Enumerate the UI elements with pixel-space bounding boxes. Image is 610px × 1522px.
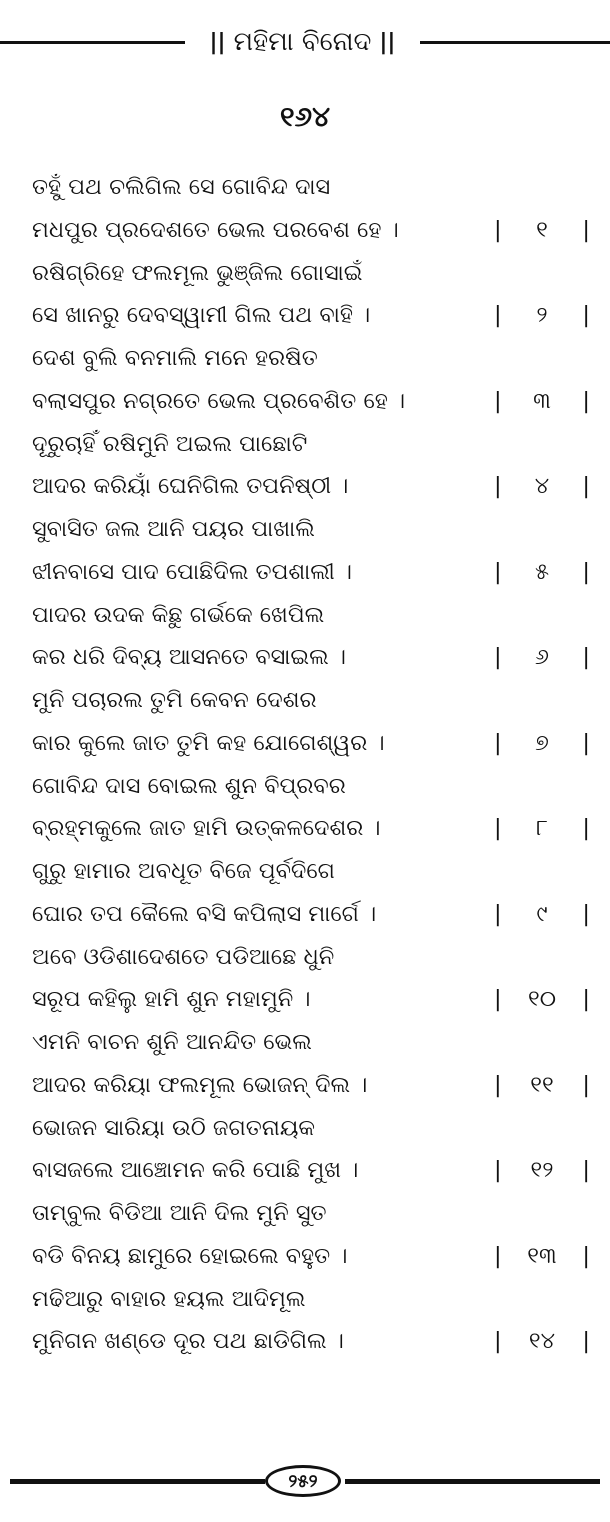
header-bar-left: || — [209, 29, 226, 55]
verse-number: | ୧୧ | — [494, 1064, 590, 1107]
footer-rule-right — [345, 1479, 600, 1484]
verse-text: ବଡି ବିନୟ ଛାମୁରେ ହୋଇଲେ ବହୁତ । — [32, 1242, 348, 1269]
verse-number: | ୧୩ | — [494, 1235, 590, 1278]
verse-line — [32, 893, 592, 936]
verse-text: ଅବେ ଓଡିଶାଦେଶତେ ପଡିଆଛେ ଧୁନି — [32, 943, 335, 970]
verse-number-value: ୧୪ — [528, 1328, 556, 1355]
verse-text: ଗୋବିନ୍ଦ ଦାସ ବୋଇଲ ଶୁନ ବିପ୍ରବର — [32, 772, 346, 799]
verse-text: ମଧପୁର ପ୍ରଦେଶତେ ଭେଲ ପରବେଶ ହେ । — [32, 216, 399, 243]
verse-text: ବାସଜଲେ ଆଞ୍ଚୋମନ କରି ପୋଛି ମୁଖ । — [32, 1157, 359, 1184]
verse-text: ବଲାସପୁର ନଗ୍ରତେ ଭେଲ ପ୍ରବେଶିତ ହେ । — [32, 387, 406, 414]
verse-text: ସୁବାସିତ ଜଲ ଆନି ପୟର ପାଖାଲି — [32, 516, 315, 542]
verse-number: | ୨ | — [494, 294, 590, 337]
verse-text: ତହୁଁ ପଥ ଚଲିଗିଲ ସେ ଗୋବିନ୍ଦ ଦାସ — [32, 174, 331, 200]
verse-number: | ୧୪ | — [494, 1320, 590, 1363]
verse-line — [32, 1107, 592, 1150]
verse-line — [32, 765, 592, 808]
verse-number-value: ୬ — [534, 644, 550, 671]
verse-text: ଆଦର କରିୟାଁ ଘେନିଗିଲ ତପନିଷ୍ଠୀ । — [32, 473, 349, 500]
chapter-number: ୧୬୪ — [279, 100, 331, 133]
verse-line — [32, 1320, 592, 1363]
verse-number-value: ୧୨ — [530, 1157, 554, 1184]
verse-text: ରଷିଗ୍ରିହେ ଫଲମୂଲ ଭୁଞ୍ଜିଲ ଗୋସାଇଁ — [32, 259, 363, 286]
verse-number: | ୧ | — [494, 209, 590, 252]
header-rule-left — [0, 41, 185, 44]
verse-number-value: ୧ — [536, 216, 548, 243]
verse-number: | ୪ | — [494, 465, 590, 508]
verse-text: ଗୁରୁ ହାମାର ଅବଧୂତ ବିଜେ ପୂର୍ବଦିଗେ — [32, 858, 335, 884]
verse-text: ଭୋଜନ ସାରିୟା ଉଠି ଜଗତନାୟକ — [32, 1114, 316, 1141]
header-title-box — [185, 20, 420, 64]
verse-line — [32, 337, 592, 380]
verse-line — [32, 978, 592, 1021]
verse-line — [32, 252, 592, 295]
verse-text: ଆଦର କରିୟା ଫଲମୂଲ ଭୋଜନ୍ ଦିଲ । — [32, 1071, 368, 1098]
verse-number-value: ୭ — [535, 729, 549, 756]
verse-number: | ୧୦ | — [494, 978, 590, 1021]
verse-number-value: ୫ — [534, 558, 550, 585]
verse-line — [32, 209, 592, 252]
verse-number-value: ୧୦ — [527, 986, 556, 1013]
verse-line — [32, 679, 592, 722]
verse-text: ଘୋର ତପ କୈଲେ ବସି କପିଲାସ ମାର୍ଗେ । — [32, 900, 377, 927]
page-header — [0, 20, 610, 64]
verse-number-value: ୩ — [533, 387, 551, 414]
verse-text: କାର କୁଲେ ଜାତ ତୁମି କହ ଯୋଗେଶ୍ୱର । — [32, 729, 385, 756]
verse-text: ବ୍ରହ୍ମକୁଲେ ଜାତ ହାମି ଉତ୍କଳଦେଶର । — [32, 815, 381, 842]
verse-line — [32, 1021, 592, 1064]
verse-number: | ୫ | — [494, 551, 590, 594]
verse-line — [32, 1064, 592, 1107]
verse-number-value: ୧୩ — [527, 1242, 557, 1269]
verse-number-value: ୪ — [534, 473, 550, 500]
verse-text: ମୁନି ପଚାରଲ ତୁମି କେବନ ଦେଶର — [32, 687, 317, 713]
verse-text: ଝୀନବାସେ ପାଦ ପୋଛିଦିଲ ତପଶାଲୀ । — [32, 558, 353, 585]
verse-line — [32, 936, 592, 979]
verse-line — [32, 1149, 592, 1192]
verse-text: ସେ ଖାନରୁ ଦେବସ୍ୱାମୀ ଗିଲ ପଥ ବାହି । — [32, 302, 371, 329]
verse-text: ସରୂପ କହିଲୁ ହାମି ଶୁନ ମହାମୁନି । — [32, 986, 311, 1013]
verse-line — [32, 636, 592, 679]
verse-number: | ୮ | — [494, 807, 590, 850]
header-bar-right: || — [379, 29, 396, 55]
verse-line — [32, 380, 592, 423]
verse-number-value: ୧୧ — [530, 1071, 554, 1098]
footer-rule-left — [10, 1479, 265, 1484]
page-number: ୨୫୨ — [265, 1465, 341, 1497]
verse-line — [32, 465, 592, 508]
verse-text: ପାଦର ଉଦକ କିଛୁ ଗର୍ଭକେ ଖେପିଲ — [32, 601, 325, 628]
verse-text: ମଢିଆରୁ ବାହାର ହୟଲ ଆଦିମୂଲ — [32, 1285, 306, 1312]
verse-line — [32, 294, 592, 337]
verse-line — [32, 423, 592, 466]
verse-number: | ୭ | — [494, 722, 590, 765]
verse-text: ତାମ୍ବୁଲ ବିଡିଆ ଆନି ଦିଲ ମୁନି ସୁତ — [32, 1200, 327, 1226]
verse-line — [32, 551, 592, 594]
verse-number-value: ୮ — [536, 815, 548, 842]
verse-text: ଦେଶ ବୁଲି ବନମାଲି ମନେ ହରଷିତ — [32, 345, 318, 371]
verse-text: ମୁନିଗନ ଖଣ୍ଡେ ଦୂର ପଥ ଛାଡିଗିଲ । — [32, 1328, 344, 1355]
verse-text: କର ଧରି ଦିବ୍ୟ ଆସନତେ ବସାଇଲ । — [32, 644, 346, 671]
verse-number: | ୯ | — [494, 893, 590, 936]
verse-line — [32, 722, 592, 765]
verse-line — [32, 594, 592, 637]
verse-number-value: ୨ — [536, 302, 548, 329]
verse-number: | ୬ | — [494, 636, 590, 679]
verse-line — [32, 807, 592, 850]
verse-line — [32, 166, 592, 209]
verse-number-value: ୯ — [536, 900, 548, 927]
verse-number: | ୧୨ | — [494, 1149, 590, 1192]
verse-line — [32, 508, 592, 551]
verse-line — [32, 1192, 592, 1235]
book-title: ମହିମା ବିନୋଦ — [233, 26, 372, 57]
verse-line — [32, 1235, 592, 1278]
verse-text: ଦୂରୁଚାହିଁ ରଷିମୁନି ଅଇଲ ପାଛୋଟି — [32, 430, 308, 457]
page-footer — [0, 1462, 610, 1502]
verse-line — [32, 1278, 592, 1321]
verse-number: | ୩ | — [494, 380, 590, 423]
verse-line — [32, 850, 592, 893]
verse-list — [32, 166, 592, 1363]
header-rule-right — [420, 41, 610, 44]
verse-text: ଏମନି ବାଚନ ଶୁନି ଆନନ୍ଦିତ ଭେଲ — [32, 1029, 312, 1055]
